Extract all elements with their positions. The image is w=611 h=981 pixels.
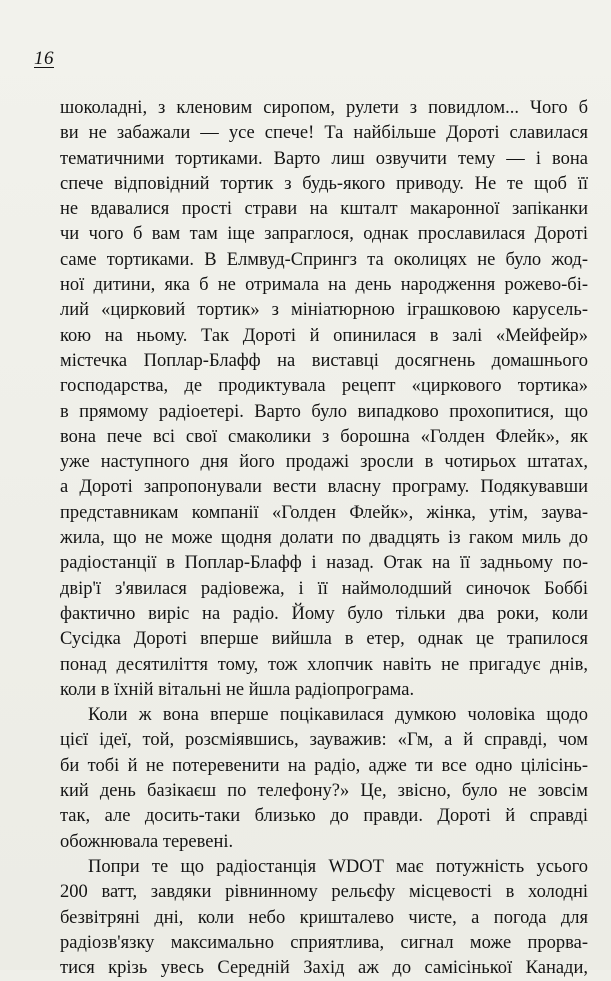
text-line: в прямому радіоетері. Варто було випадково прохопитися, що [60, 401, 588, 422]
paragraph [60, 855, 588, 981]
text-line: жила, що не може щодня долати по двадцять із гаком миль до [60, 528, 588, 549]
text-line: саме тортиками. В Елмвуд-Спрингз та околицях не було жод- [60, 249, 588, 270]
text-line: містечка Поплар-Блафф на виставці досягнень домашнього [60, 350, 588, 371]
paragraph [60, 703, 588, 855]
text-line: шоколадні, з кленовим сиропом, рулети з повидлом... Чого б [60, 98, 588, 118]
text-line: радіозв'язку максимально сприятлива, сигнал може прорва- [60, 932, 588, 953]
text-line: уже наступного дня його продажі зросли в чотирьох штатах, [60, 452, 588, 473]
text-line: Коли ж вона вперше поцікавилася думкою чоловіка щодо [88, 705, 588, 726]
text-line: двір'ї з'явилася радіовежа, і її наймолодший синочок Боббі [60, 578, 588, 599]
text-line: а Дороті запропонували вести власну програму. Подякувавши [60, 477, 588, 498]
text-line: понад десятиліття тому, тож хлопчик навіть не пригадує днів, [60, 654, 588, 675]
text-line: представникам компанії «Голден Флейк», жінка, утім, заува- [60, 502, 588, 523]
text-line: тися крізь увесь Середній Захід аж до самісінької Канади, [60, 958, 588, 979]
text-line: господарства, де продиктувала рецепт «циркового тортика» [60, 376, 588, 397]
text-line: тематичними тортиками. Варто лиш озвучити тему — і вона [60, 148, 588, 169]
page-number: 16 [34, 48, 54, 69]
text-line: безвітряні дні, коли небо кришталево чисте, а погода для [60, 907, 588, 928]
paragraph [60, 96, 588, 703]
text-line: спече відповідний тортик з будь-якого приводу. Не те щоб її [60, 173, 588, 194]
text-line: ви не забажали — усе спече! Та найбільше Дороті славилася [60, 123, 588, 144]
text-line: фактично виріс на радіо. Йому було тільки два роки, коли [60, 603, 588, 624]
text-line: не вдавалися прості страви на кшталт макаронної запіканки [60, 199, 588, 220]
text-line: кою на ньому. Так Дороті й опинилася в залі «Мейфейр» [60, 325, 588, 346]
text-line: Попри те що радіостанція WDOT має потужність усього [88, 856, 588, 877]
text-line: вона пече всі свої смаколики з борошна «Голден Флейк», як [60, 426, 588, 447]
text-line: кий день базікаєш по телефону?» Це, звісно, було не зовсім [60, 781, 588, 802]
text-line: радіостанції в Поплар-Блафф і назад. Отак на її задньому по- [60, 553, 588, 574]
text-line: Сусідка Дороті вперше вийшла в етер, однак це трапилося [60, 629, 588, 650]
text-line: обожнювала теревені. [60, 831, 234, 852]
text-line: чи чого б вам там іще запраглося, однак прославилася Дороті [60, 224, 588, 245]
text-line: цієї ідеї, той, розсміявшись, зауважив: «Гм, а й справді, чом [60, 730, 588, 751]
text-line: ної дитини, яка б не отримала на день народження рожево-бі- [60, 275, 588, 296]
text-line: би тобі й не потеревенити на радіо, адже ти все одно цілісінь- [60, 755, 588, 776]
text-line: 200 ватт, завдяки рівнинному рельєфу місцевості в холодні [60, 882, 588, 903]
text-line: лий «цирковий тортик» з мініатюрною іграшковою карусель- [60, 300, 588, 321]
text-line: коли в їхній вітальні не йшла радіопрограма. [60, 679, 415, 700]
text-body [60, 96, 588, 981]
text-line: так, але досить-таки близько до правди. Дороті й справді [60, 806, 588, 827]
